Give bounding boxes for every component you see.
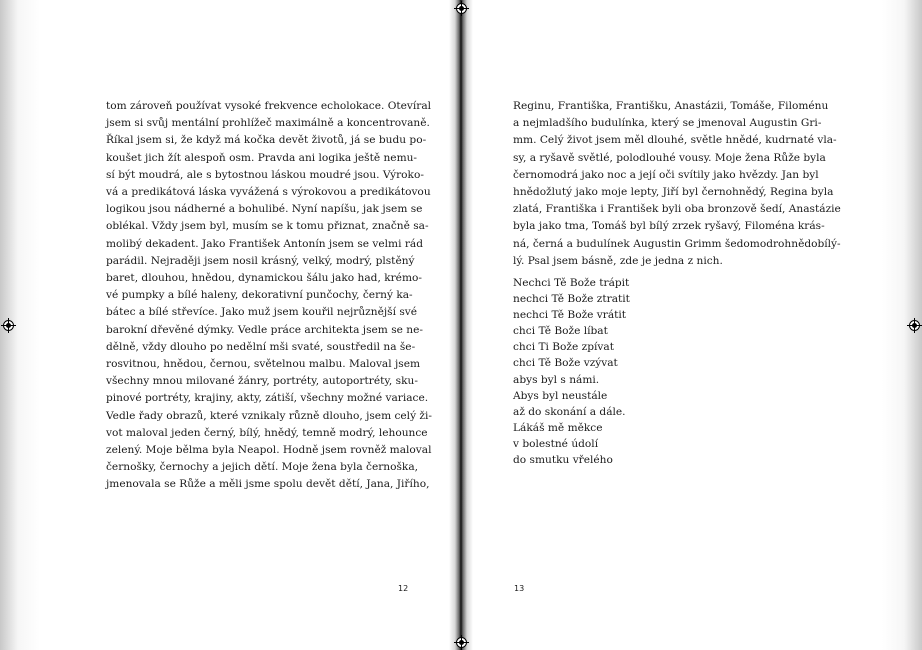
poem-line: Abys byl neustále — [513, 389, 608, 402]
text-line: oblékal. Vždy jsem byl, musím se k tomu přiznat, značně sa- — [106, 220, 429, 233]
registration-mark-top — [456, 3, 467, 14]
text-line: barokní dřevěné dýmky. Vedle práce architekta jsem se ne- — [106, 323, 423, 336]
text-line: vé pumpky a bílé haleny, dekorativní punčochy, černý ka- — [106, 289, 413, 302]
left-page-text — [106, 98, 432, 494]
right-page-text — [513, 98, 841, 270]
text-line: pinové portréty, krajiny, akty, zátiší, všechny možné variace. — [106, 392, 429, 405]
text-line: Reginu, Františka, Františku, Anastázii, Tomáše, Filoménu — [513, 100, 829, 112]
poem-line: do smutku vřelého — [513, 454, 613, 467]
text-line: hnědožlutý jako moje lepty, Jiří byl černohnědý, Regina byla — [513, 186, 834, 199]
poem-line: v bolestné údolí — [513, 437, 599, 450]
poem-line: abys byl s námi. — [513, 373, 600, 386]
text-line: Vedle řady obrazů, které vznikaly různě dlouho, jsem celý ži- — [106, 409, 432, 422]
book-gutter — [449, 0, 473, 650]
poem-line: chci Tě Bože líbat — [513, 325, 608, 338]
text-line: logikou jsou nádherné a bohulibé. Nyní napíšu, jak jsem se — [106, 203, 423, 216]
text-line: bátec a bílé střevíce. Jako muž jsem kouřil nejrůznější své — [106, 306, 418, 319]
text-line: sy, a ryšavě světlé, polodlouhé vousy. Moje žena Růže byla — [513, 151, 826, 164]
text-line: byla jako tma, Tomáš byl bílý zrzek ryšavý, Filoména krás- — [513, 220, 825, 233]
text-line: a nejmladšího budulínka, který se jmenoval Augustin Gri- — [513, 117, 822, 130]
text-line: baret, dlouhou, hnědou, dynamickou šálu jako had, krémo- — [106, 272, 422, 285]
registration-mark-bottom — [456, 637, 467, 648]
text-line: jmenovala se Růže a měli jsme spolu devět dětí, Jana, Jiřího, — [106, 478, 430, 491]
text-line: molibý dekadent. Jako František Antonín jsem se velmi rád — [106, 237, 423, 250]
poem-line: Lákáš mě měkce — [513, 421, 603, 434]
poem-line: Nechci Tě Bože trápit — [513, 277, 630, 289]
text-line: koušet jich žít alespoň osm. Pravda ani logika ještě nemu- — [106, 151, 418, 164]
text-line: parádil. Nejraději jsem nosil krásný, velký, modrý, plstěný — [106, 254, 415, 267]
text-line: tom zároveň používat vysoké frekvence echolokace. Otevíral — [106, 100, 432, 112]
text-line: zelený. Moje bělma byla Neapol. Hodně jsem rovněž maloval — [106, 444, 432, 457]
text-line: černomodrá jako noc a její oči svítily jako hvězdy. Jan byl — [513, 168, 819, 181]
registration-mark-right — [909, 320, 920, 331]
poem-line: až do skonání a dále. — [513, 405, 626, 418]
poem — [513, 275, 630, 468]
page-number-right: 13 — [514, 584, 525, 593]
poem-line: chci Tě Bože vzývat — [513, 357, 618, 370]
text-line: všechny mnou milované žánry, portréty, autoportréty, sku- — [106, 375, 418, 388]
text-line: ná, černá a budulínek Augustin Grimm šedomodrohnědobílý- — [513, 237, 841, 250]
text-line: dělně, vždy dlouho po nedělní mši svaté, soustředil na še- — [106, 340, 416, 353]
text-line: jsem si svůj mentální prohlížeč maximálně a koncentrovaně. — [106, 117, 430, 130]
page-number-left: 12 — [398, 584, 409, 593]
text-line: sí být moudrá, ale s bytostnou láskou moudré jsou. Výroko- — [106, 168, 424, 181]
text-line: černošky, černochy a jejich dětí. Moje žena byla černoška, — [106, 461, 419, 474]
text-line: Říkal jsem si, že když má kočka devět životů, já se budu po- — [106, 134, 427, 147]
text-line: lý. Psal jsem básně, zde je jedna z nich. — [513, 254, 723, 267]
text-line: mm. Celý život jsem měl dlouhé, světle hnědé, kudrnaté vla- — [513, 134, 837, 147]
poem-line: nechci Tě Bože vrátit — [513, 309, 627, 322]
poem-line: nechci Tě Bože ztratit — [513, 293, 630, 306]
text-line: vot maloval jeden černý, bílý, hnědý, temně modrý, lehounce — [106, 426, 428, 439]
poem-line: chci Ti Bože zpívat — [513, 341, 614, 354]
registration-mark-left — [3, 320, 14, 331]
text-line: vá a predikátová láska vyvážená s výrokovou a predikátovou — [106, 186, 431, 199]
text-line: rosvitnou, hnědou, černou, světelnou malbu. Maloval jsem — [106, 358, 421, 371]
text-line: zlatá, Františka i František byli oba bronzově šedí, Anastázie — [513, 203, 841, 216]
